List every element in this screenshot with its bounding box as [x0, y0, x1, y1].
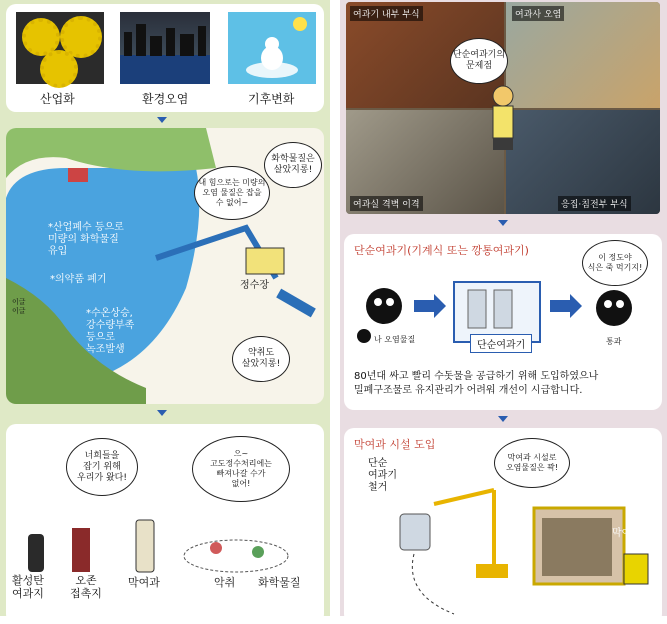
label-carbon: 활성탄 여과지	[12, 574, 44, 600]
down-arrow-icon	[498, 220, 508, 226]
speech-bubble-need: 너희들을 잡기 위해 우리가 왔다!	[66, 438, 138, 496]
right-column	[340, 0, 667, 616]
caption-sediment: 응집·침전부 부식	[558, 196, 631, 211]
caption-wall-gap: 여과실 격벽 이격	[350, 196, 423, 211]
speech-bubble-membrane: 막여과 시설로 오염물질은 꽉!	[494, 438, 570, 488]
climate-image	[228, 12, 316, 84]
label-chemical: 화학물질	[258, 576, 301, 589]
left-column	[0, 0, 330, 616]
label-membrane: 막여과	[128, 576, 160, 589]
speech-bubble-easy: 이 정도야 식은 죽 먹기지!	[582, 240, 648, 286]
simple-filter-box-label: 단순여과기	[470, 334, 532, 353]
speech-bubble-plant: 내 힘으로는 미량의 오염 물질은 잡을 수 없어~	[194, 166, 270, 220]
simple-filter-description: 80년대 싸고 빨리 수돗물을 공급하기 위해 도입하였으나 밀폐구조물로 유지관리가 어려워 개선이 시급합니다.	[354, 371, 599, 396]
polar-bear-icon	[228, 12, 316, 84]
membrane-panel	[344, 428, 662, 624]
cause-label-pollution: 환경오염	[142, 92, 189, 106]
note-algae: *수온상승, 강수량부족 등으로 녹조발생	[86, 308, 135, 355]
pollution-image	[120, 12, 210, 84]
algae-voice: 이글 이글	[12, 298, 26, 315]
cause-label-climate: 기후변화	[248, 92, 295, 106]
worker-icon	[478, 82, 528, 152]
treatment-panel	[6, 424, 324, 624]
note-medicine: *의약품 폐기	[50, 274, 107, 285]
simple-filter-panel	[344, 234, 662, 410]
cause-label-industry: 산업화	[40, 92, 75, 106]
speech-bubble-problem: 단순여과기의 문제점	[450, 38, 508, 84]
caption-filter-inside: 여과기 내부 부식	[350, 6, 423, 21]
speech-bubble-none: 으~ 고도정수처리에는 빠져나갈 수가 없어!	[192, 436, 290, 502]
membrane-title: 막여과 시설 도입	[354, 438, 436, 451]
causes-panel	[6, 4, 324, 112]
crane-and-membrane-illustration	[344, 484, 662, 624]
down-arrow-icon	[498, 416, 508, 422]
map-panel	[6, 128, 324, 404]
membrane-box-text: 막여과	[612, 528, 641, 539]
remove-old-filter: 단순 여과기 철거	[368, 458, 397, 493]
caption-filter-sand: 여과사 오염	[512, 6, 564, 21]
speech-bubble-drug: 약취도 살았지롱!	[232, 336, 290, 382]
pass-label: 통과	[606, 337, 622, 346]
down-arrow-icon	[157, 117, 167, 123]
simple-filter-title: 단순여과기(기계식 또는 깡통여과기)	[354, 244, 529, 257]
treatment-characters	[6, 504, 324, 574]
speech-bubble-chem: 화학물질은 살았지롱!	[264, 142, 322, 188]
note-industrial: *산업폐수 등으로 미량의 화학물질 유입	[48, 222, 124, 257]
problem-photos-panel	[346, 2, 660, 214]
down-arrow-icon	[157, 410, 167, 416]
label-odor: 악취	[214, 576, 236, 589]
industry-image	[16, 12, 104, 84]
factory-skyline-icon	[120, 12, 210, 84]
plant-label: 정수장	[240, 280, 269, 291]
label-ozone: 오존 접촉지	[70, 574, 102, 600]
pollutant-label: 나 오염물질	[374, 335, 416, 344]
gear-icon	[40, 50, 78, 88]
